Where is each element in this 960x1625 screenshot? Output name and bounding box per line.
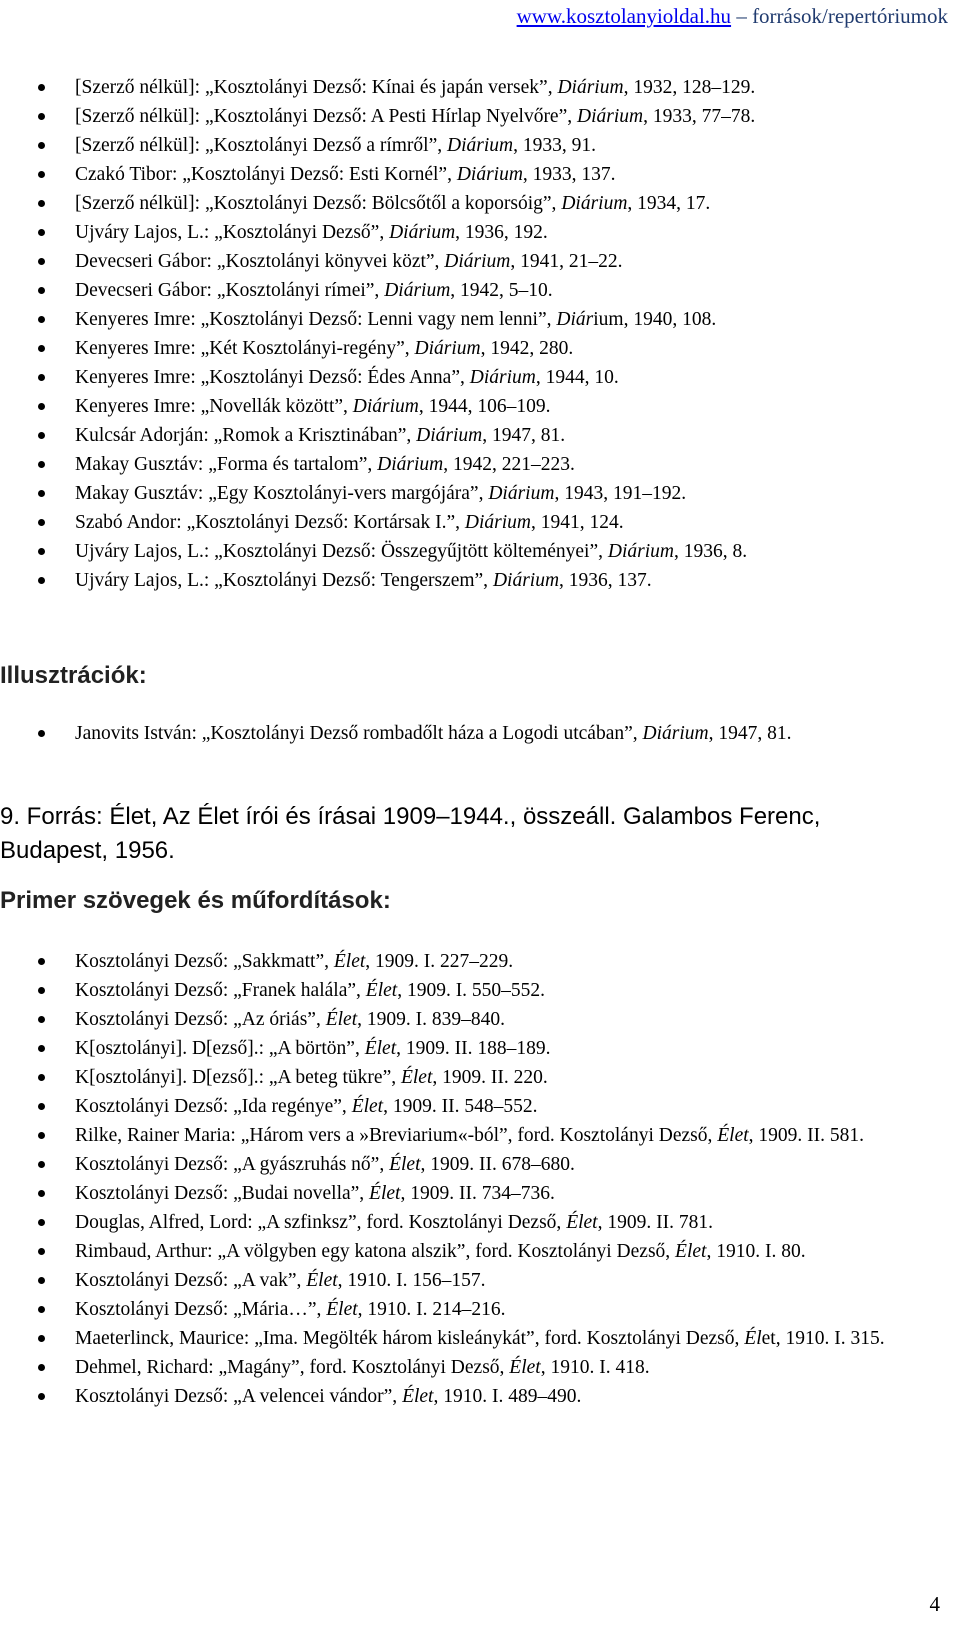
list-item: [Szerző nélkül]: „Kosztolányi Dezső: A Pesti Hírlap Nyelvőre”, Diárium, 1933, 77–78. (0, 102, 950, 131)
list-item: Kosztolányi Dezső: „Sakkmatt”, Élet, 1909. I. 227–229. (0, 947, 950, 976)
page-header (517, 4, 948, 29)
list-item: [Szerző nélkül]: „Kosztolányi Dezső: Kínai és japán versek”, Diárium, 1932, 128–129. (0, 73, 950, 102)
list-item: Kosztolányi Dezső: „Az óriás”, Élet, 1909. I. 839–840. (0, 1005, 950, 1034)
list-item: Kenyeres Imre: „Novellák között”, Diárium, 1944, 106–109. (0, 392, 950, 421)
list-item: [Szerző nélkül]: „Kosztolányi Dezső: Bölcsőtől a koporsóig”, Diárium, 1934, 17. (0, 189, 950, 218)
bibliography-list-diarium (0, 73, 950, 595)
page-number: 4 (929, 1592, 940, 1616)
list-item: Ujváry Lajos, L.: „Kosztolányi Dezső”, Diárium, 1936, 192. (0, 218, 950, 247)
bibliography-list-elet (0, 947, 950, 1411)
list-item: Makay Gusztáv: „Forma és tartalom”, Diárium, 1942, 221–223. (0, 450, 950, 479)
list-item: Kosztolányi Dezső: „Ida regénye”, Élet, 1909. II. 548–552. (0, 1092, 950, 1121)
list-item: Czakó Tibor: „Kosztolányi Dezső: Esti Kornél”, Diárium, 1933, 137. (0, 160, 950, 189)
list-item: Kosztolányi Dezső: „Mária…”, Élet, 1910. I. 214–216. (0, 1295, 950, 1324)
list-item: Ujváry Lajos, L.: „Kosztolányi Dezső: Összegyűjtött költeményei”, Diárium, 1936, 8. (0, 537, 950, 566)
list-item: Kenyeres Imre: „Két Kosztolányi-regény”, Diárium, 1942, 280. (0, 334, 950, 363)
list-item: Maeterlinck, Maurice: „Ima. Megölték három kisleánykát”, ford. Kosztolányi Dezső, Élet, 1910. I. 315. (0, 1324, 950, 1353)
heading-illustrations: Illusztrációk: (0, 662, 147, 689)
list-item: Kenyeres Imre: „Kosztolányi Dezső: Édes Anna”, Diárium, 1944, 10. (0, 363, 950, 392)
list-item: [Szerző nélkül]: „Kosztolányi Dezső a rímről”, Diárium, 1933, 91. (0, 131, 950, 160)
list-item: Makay Gusztáv: „Egy Kosztolányi-vers margójára”, Diárium, 1943, 191–192. (0, 479, 950, 508)
list-item: Kosztolányi Dezső: „A velencei vándor”, Élet, 1910. I. 489–490. (0, 1382, 950, 1411)
list-item: Janovits István: „Kosztolányi Dezső rombadőlt háza a Logodi utcában”, Diárium, 1947, 81. (0, 719, 950, 748)
list-item: Kenyeres Imre: „Kosztolányi Dezső: Lenni vagy nem lenni”, Diárium, 1940, 108. (0, 305, 950, 334)
source-heading: 9. Forrás: Élet, Az Élet írói és írásai 1909–1944., összeáll. Galambos Ferenc, Budapest, 1956. (0, 803, 821, 864)
list-item: Ujváry Lajos, L.: „Kosztolányi Dezső: Tengerszem”, Diárium, 1936, 137. (0, 566, 950, 595)
list-item: Devecseri Gábor: „Kosztolányi könyvei közt”, Diárium, 1941, 21–22. (0, 247, 950, 276)
list-item: Rilke, Rainer Maria: „Három vers a »Breviarium«-ból”, ford. Kosztolányi Dezső, Élet, 1909. II. 581. (0, 1121, 950, 1150)
bibliography-list-illustrations (0, 719, 950, 748)
heading-primary-texts: Primer szövegek és műfordítások: (0, 887, 391, 914)
site-url-link[interactable]: www.kosztolanyioldal.hu (516, 4, 732, 28)
list-item: Kosztolányi Dezső: „Franek halála”, Élet, 1909. I. 550–552. (0, 976, 950, 1005)
list-item: Kosztolányi Dezső: „Budai novella”, Élet, 1909. II. 734–736. (0, 1179, 950, 1208)
list-item: Dehmel, Richard: „Magány”, ford. Kosztolányi Dezső, Élet, 1910. I. 418. (0, 1353, 950, 1382)
list-item: K[osztolányi]. D[ezső].: „A börtön”, Élet, 1909. II. 188–189. (0, 1034, 950, 1063)
header-section: – források/repertóriumok (731, 4, 948, 28)
list-item: K[osztolányi]. D[ezső].: „A beteg tükre”, Élet, 1909. II. 220. (0, 1063, 950, 1092)
list-item: Kosztolányi Dezső: „A vak”, Élet, 1910. I. 156–157. (0, 1266, 950, 1295)
list-item: Kulcsár Adorján: „Romok a Krisztinában”, Diárium, 1947, 81. (0, 421, 950, 450)
list-item: Devecseri Gábor: „Kosztolányi rímei”, Diárium, 1942, 5–10. (0, 276, 950, 305)
list-item: Kosztolányi Dezső: „A gyászruhás nő”, Élet, 1909. II. 678–680. (0, 1150, 950, 1179)
list-item: Douglas, Alfred, Lord: „A szfinksz”, ford. Kosztolányi Dezső, Élet, 1909. II. 781. (0, 1208, 950, 1237)
list-item: Rimbaud, Arthur: „A völgyben egy katona alszik”, ford. Kosztolányi Dezső, Élet, 1910. I. 80. (0, 1237, 950, 1266)
list-item: Szabó Andor: „Kosztolányi Dezső: Kortársak I.”, Diárium, 1941, 124. (0, 508, 950, 537)
